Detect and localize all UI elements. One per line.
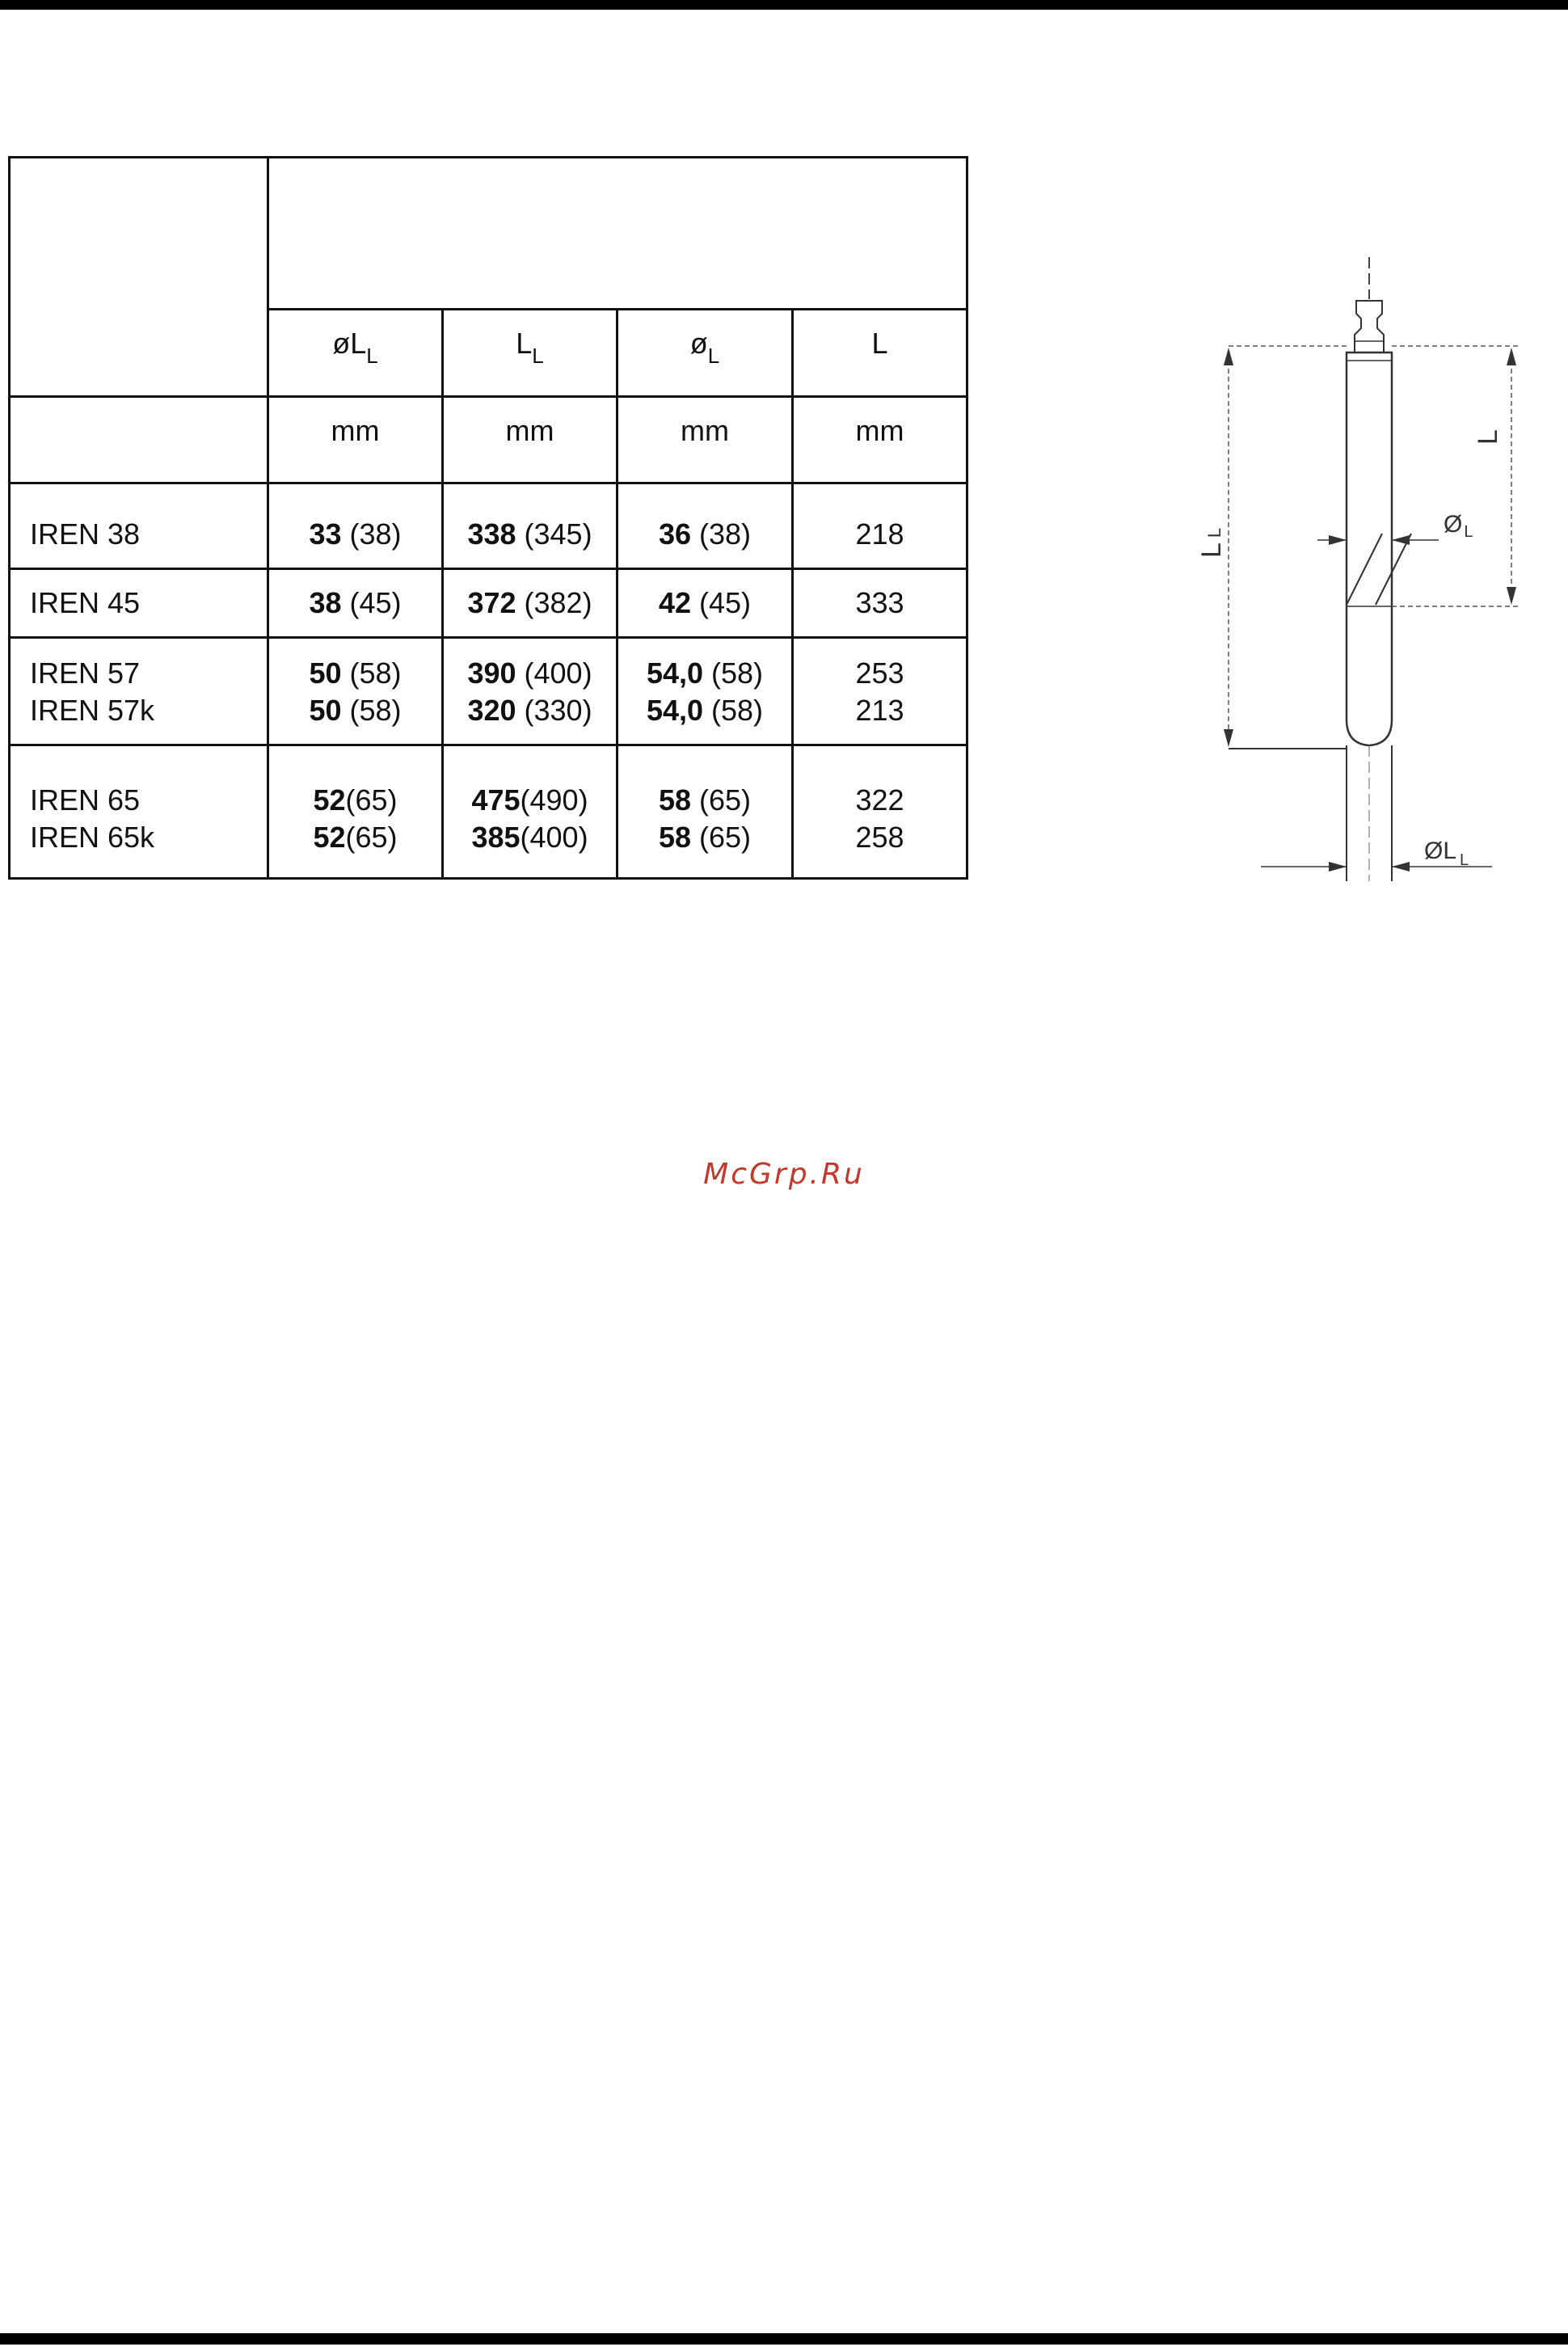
break-mark — [1347, 534, 1382, 605]
table-row — [10, 745, 967, 879]
table-row — [10, 483, 967, 569]
diaLL-value: 38 (45) — [268, 569, 443, 638]
diaL-value: 58 (65) 58 (65) — [618, 745, 793, 879]
L-value: 253 213 — [793, 638, 967, 745]
top-fitting — [1355, 301, 1384, 352]
top-rule — [0, 0, 1568, 10]
model-name: IREN 65 IREN 65k — [10, 745, 268, 879]
unit-cell: mm — [618, 397, 793, 483]
element-body — [1347, 352, 1392, 745]
element-dimension-drawing — [1196, 251, 1520, 897]
unit-label-cell — [10, 397, 268, 483]
symbol-LL: $L_L$ — [443, 310, 618, 397]
symbol-diaLL: $øL_L$ — [268, 310, 443, 397]
unit-row — [10, 397, 967, 483]
unit-cell: mm — [268, 397, 443, 483]
L-label: L — [1473, 429, 1503, 445]
bottom-rule — [0, 2333, 1568, 2345]
model-name: IREN 57 IREN 57k — [10, 638, 268, 745]
diaLL-value: 33 (38) — [268, 483, 443, 569]
corner-cell — [10, 158, 268, 397]
unit-cell: mm — [793, 397, 967, 483]
dimensions-table — [8, 156, 968, 880]
header-span-cell — [268, 158, 967, 310]
watermark: McGrp.Ru — [703, 1158, 865, 1191]
unit-cell: mm — [443, 397, 618, 483]
break-mark — [1376, 534, 1411, 605]
model-name: IREN 45 — [10, 569, 268, 638]
LL-value: 475(490) 385(400) — [443, 745, 618, 879]
L-value: 333 — [793, 569, 967, 638]
diaL-value: 54,0 (58) 54,0 (58) — [618, 638, 793, 745]
L-value: 322 258 — [793, 745, 967, 879]
diaL-value: 36 (38) — [618, 483, 793, 569]
dia-L-label: Ø $_L$ — [1444, 511, 1473, 541]
diaLL-value: 52(65) 52(65) — [268, 745, 443, 879]
diaLL-label: ØL $_L$ — [1424, 838, 1469, 869]
table-row — [10, 569, 967, 638]
diaL-value: 42 (45) — [618, 569, 793, 638]
LL-value: 338 (345) — [443, 483, 618, 569]
table-row — [10, 638, 967, 745]
diaLL-value: 50 (58) 50 (58) — [268, 638, 443, 745]
model-name: IREN 38 — [10, 483, 268, 569]
symbol-L: L — [793, 310, 967, 397]
LL-value: 390 (400) 320 (330) — [443, 638, 618, 745]
symbol-diaL: $ø_L$ — [618, 310, 793, 397]
L-value: 218 — [793, 483, 967, 569]
LL-label: LL — [1196, 527, 1227, 558]
header-blank-row — [10, 158, 967, 310]
LL-value: 372 (382) — [443, 569, 618, 638]
